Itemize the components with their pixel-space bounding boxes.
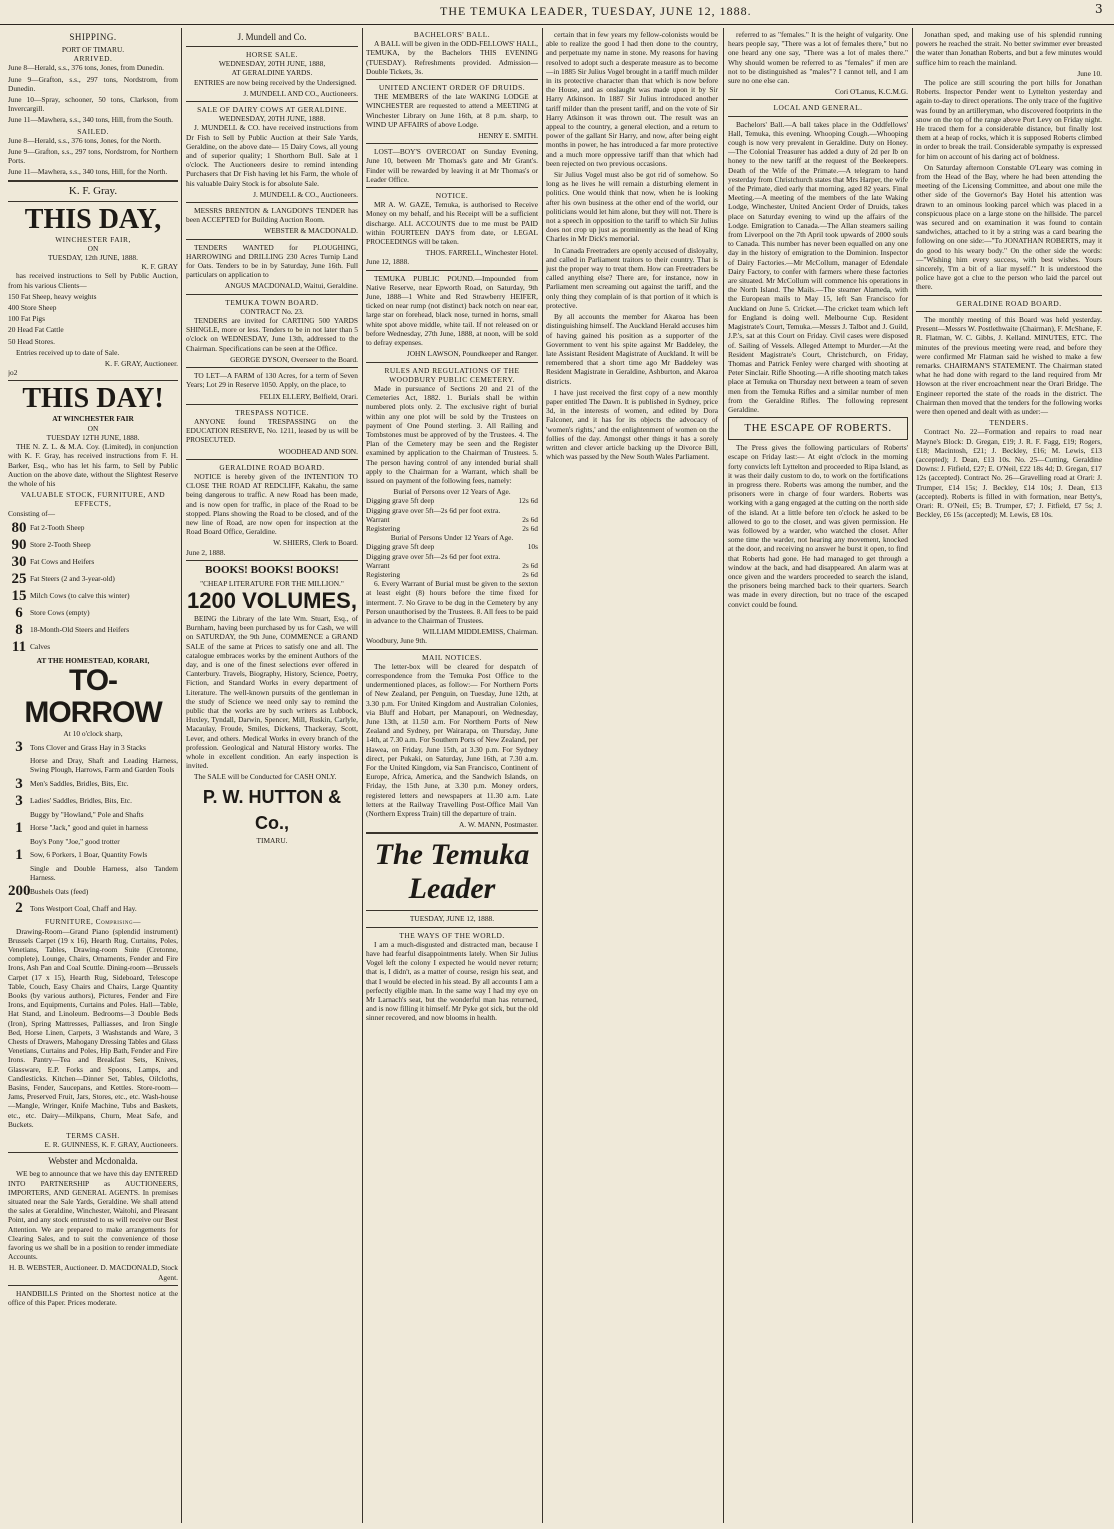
lot: 20 Head Fat Cattle [8,325,64,335]
fee-row [366,561,538,570]
item-desc: Single and Double Harness, also Tandem Harness. [30,863,178,883]
cemetery-more: 6. Every Warrant of Burial must be given to the sexton at least eight (8) hours before the time fixed for interment. 7. No Grave to be dug in the Cemetery by any Person unauthorised by the Trustees. 8. All fees to be paid in advance to the Chairman of Trustees. [366,579,538,625]
stock-item [8,622,178,638]
fee-row [366,542,538,551]
fee-amount: 2s 6d [522,514,538,524]
ball-heading: BACHELORS' BALL. [413,30,491,39]
stock-desc: Fat Cows and Heifers [30,557,95,567]
stock-desc: Milch Cows (to calve this winter) [30,591,130,601]
road-board-text: NOTICE is hereby given of the INTENTION TO CLOSE THE ROAD AT REDCLIFF, Kakahu, the same being dangerous to traffic. A new Road has been made, and is now open for traffic, in place of the Road to be stopped. Plans showing the Road to be closed, and of the new line of Road, are now open for inspection at the Road Board Office, Geraldine. [186,471,358,537]
tenders-notice: TENDERS WANTED for PLOUGHING, HARROWING and DRILLING 230 Acres Turnip Land for Oats. Tenders to be in by Saturday, June 16th. Full particulars on application to [186,242,358,280]
column-rule [542,28,543,1523]
fee-amount: 10s [527,542,538,552]
lot: 150 Fat Sheep, heavy weights [8,291,97,301]
time-note: At 10 o'clock sharp, [63,728,123,738]
stock-desc: Fat 2-Tooth Sheep [30,523,85,533]
local-text: Bachelors' Ball.—A ball takes place in the Oddfellows' Hall, Temuka, this evening. Whooping Cough.—Whooping cough is now very prevalent in Geraldine. Duty on Honey.—The Colonial Treasurer has added a duty of 2d per lb on honey to the new tariff at the request of the Beekeepers. Death of the Wife of the Primate.—A telegram to hand yesterday from Christchurch states that Mrs Harper, the wife of the Primate, died early that morning, aged 82 years. Final Meeting.—A meeting of the members of the late Waking Lodge, Winchester, United Ancient Order of Druids, takes place on Saturday evening to wind up the affairs of the Lodge. Emigration to Canada.—The Allan steamers sailing from Liverpool on the 7th April took upwards of 2000 souls to Canada. This number has never been equalled on any one day in the history of emigration to the Dominion. Inspector of Dairy Factories.—Mr McCollum, manager of Edendale Dairy Factory, to confer with farmers where these factories are situated. Mr McCollum will commence his operations in the North Island. The Mails.—The steamer Alameda, with the European mails to May 15, left San Francisco for Auckland on June 5. Cricket.—The cricket team which left for England is doing well. Melbourne Cup. Resident Magistrate's Court, Temuka.—Messrs J. Talbot and J. Guild, J.P.'s, sat at this Court on Friday. Civil cases were disposed of. Sailing of Vessels. Alleged Attempt to Murder.—At the Resident Magistrate's Court, Christchurch, on Friday, Thomas and Patrick Fenley were charged with shooting at Peter Sinclair. Rifle Shooting.—A rifle shooting match takes place at Temuka on Thursday next between a team of seven men from the Temuka Rifles and a similar number of men from the Geraldine Rifles. The following represent Geraldine. [728,119,908,414]
cheap-literature: "CHEAP LITERATURE FOR THE MILLION." [200,578,344,588]
column-4 [546,30,718,1520]
pound-notice: TEMUKA PUBLIC POUND.—Impounded from Native Reserve, near Epworth Road, on Saturday, 9th June, 1888—1 White and Red Strawberry HEIFER, ticked on near rump (not distinct) back notch on near ear, large star on forehead, black nose, turned in horns, small white spot above middle, white tail. If not released on or before Wednesday, 27th June, 1888, at noon, will be sold to defray expenses. [366,273,538,348]
ways-text: I am a much-disgusted and distracted man, because I have had fearful disappointments lately. When Sir Julius Vogel left the colony I expected he would never return; that is, I didn't, as a matter of course, resign his seat, and that I would be elected in his stead. By all accounts I am a perfectly eligible man. In the same way I had my eye on Mr Larnach's seat, but the wonderful man has returned, and is now filling it himself. Mr Pyke got sick, but the old sinner recovered, and now blooms in health. [366,939,538,1023]
article-paragraph: Sir Julius Vogel must also be got rid of somehow. So long as he lives he will remain a disturbing element in politics. One would think that now, when he is looking after his own business at the other end of the world, our politicians would let him alone, but they will not. There is not a speech in opposition to the tariff to which Sir Julius does not crop up just as prominently as the head of King Charles in Mr Dick's memorial. [546,170,718,244]
article-paragraph: The police are still scouring the port hills for Jonathan Roberts. Inspector Pender went to Lyttelton yesterday and again to-day to direct operations. The only trace of the fugitive was found by an artilleryman, who discovered footprints in the snow on the top of the range above Port Levy on Friday night. He traced them for a considerable distance, but finally lost them at a heap of rocks, which it is supposed Roberts climbed in order to break the trail. Considerable sympathy is expressed for him on account of his daring act of boldness. [916,78,1102,161]
article-paragraph: certain that in few years my fellow-colonists would be able to realize the good I had then done to the country, and perpetuate my name in stone. My reasons for having resolved to adopt such a desperate measure as to become—in 1885 Sir Julius Vogel brought in a tariff much milder in its protective character than that which is now before the House, and as onslaught was made upon it by Sir Harry Atkinson. In 1887 Sir Julius introduced another tariff milder than the present tariff, and on the vote of Sir Harry Atkinson it was thrown out. The result was an appeal to the country, a general election, and a return to power of the gallant Sir Harry, and now, after being eight months in power, he has introduced a far more protective and a much more oppressive tariff than that which had been rejected on two previous occasions. [546,30,718,168]
auctioneer-sig: K. F. GRAY, Auctioneer. [104,359,178,369]
arrival: June 11—Mawhera, s.s., 340 tons, Hill, from the South. [8,115,173,125]
sale-item [8,864,178,882]
masthead [0,0,1114,25]
furniture-heading: FURNITURE, Comprising— [45,917,141,927]
item-desc: Ladies' Saddles, Bridles, Bits, Etc. [30,795,132,805]
winchester-fair: WINCHESTER FAIR, [55,234,131,244]
partnership-heading: Webster and Mcdonalda. [48,1156,138,1167]
escape-text: The Press gives the following particulars of Roberts' escape on Friday last:— At eight o'clock in the morning forty convicts left Lyttelton and proceeded to Ripa Island, as it was their daily custom to do, to work on the fortifications in progress there. Roberts was among the number, and the prisoners were in charge of four warders. Roberts was working with a gang engaged at the cutting on the north side of the island. At a little before ten o'clock he asked to be allowed to go to the closet, and was given permission. He was followed by a warder, who watched the closet. After some time the warder, not hearing any movement, knocked at the door, and receiving no answer he burst it open, to find that Roberts had gone. He had managed to get through a window at the back, and had disappeared. An alarm was at once given and the warders proceeded to search the island, the prisoners being marched back to their quarters. Search was made in every direction, but no trace of the escaped convict could be found. [728,443,908,609]
partnership-sig: H. B. WEBSTER, Auctioneer. D. MACDONALD, Stock Agent. [8,1263,178,1282]
terms: TERMS CASH. [66,1131,120,1141]
local-heading: LOCAL AND GENERAL. [773,103,863,113]
cemetery-text: Made in pursuance of Sections 20 and 21 of the Cemeteries Act, 1882. 1. Burials shall be within numbered plots only. 2. The exclusive right of burial within any one plot will be sold by the Trustees on payment of One Pound sterling. 3. All Railing and Tombstones must be approved of by the Trustees. 4. The Plan of the Cemetery may be seen and the Register examined by application to the Chairman of Trustees. 5. The person having control of any intended burial shall apply to the Chairman for a Warrant, which shall be issued on payment of the following fees, namely: [366,383,538,485]
mundell-sig: J. MUNDELL & CO., Auctioneers. [253,189,358,199]
entries-note: Entries received up to date of Sale. [16,347,120,357]
notice-date: June 2, 1888. [186,547,226,557]
road-board-heading: GERALDINE ROAD BOARD. [956,298,1062,308]
mail-heading: MAIL NOTICES. [421,652,482,662]
column-5 [728,30,908,1520]
kf-gray-heading: K. F. Gray. [68,184,118,197]
horse-sale-place: AT GERALDINE YARDS. [231,68,313,78]
stock-count: 11 [11,638,27,655]
dairy-text: J. MUNDELL & CO. have received instructions from Dr Fish to Sell by Public Auction at their Sale Yards, Geraldine, on the above date— 15 Dairy Cows, all young and of superior quality; 1 Shorthorn Bull. Sale at 1 o'clock. The Auctioneers desire to remind intending Purchasers that Dr Fish having let his Farm, the whole of his valuable Dairy Stock is for absolute Sale. [186,123,358,188]
fee-row [366,570,538,579]
consisting: Consisting of— [8,508,56,518]
item-count: 2 [15,900,23,917]
stock-item [8,554,178,570]
ball-text: A BALL will be given in the ODD-FELLOWS' HALL, TEMUKA, by the Bachelors THIS EVENING (TUESDAY). Refreshments provided. Admission—Double Tickets, 3s. [366,39,538,76]
column-6 [916,30,1102,1520]
burial-heading: Burial of Persons Under 12 Years of Age. [390,533,514,543]
mail-text: The letter-box will be cleared for despatch of correspondence from the Temuka Post Office to the undermentioned places, as follow:— For Northern Ports of New Zealand, per Penguin, on Tuesday, June 12th, at 3.30 p.m. For United Kingdom and Australian Colonies, via Bluff and Hobart, per Manapouri, on Wednesday, June 13th, at 11.50 a.m. For Northern Ports of New Zealand and Sydney, per Wairarapa, on Thursday, June 14th, at 7.30 a.m. For Southern Ports of New Zealand, per Hawea, on Friday, June 15th, at 3.30 p.m. For Sydney direct, per Pukaki, on Saturday, June 16th, at 7.30 a.m. For the United Kingdom, via San Francisco, Continent of Europe, Africa, America, and the Sandwich Islands, on Friday, the 15th June, at 3.30 p.m. Money orders, registered letters and newspapers at 11.30 a.m. Late letters at the Railway Travelling Post-Office Mail Van (Northern Express Train) till the departure of train. [366,661,538,819]
notice-date: June 12, 1888. [366,257,410,267]
fee-item: Digging grave 5ft deep [366,542,435,552]
sale-item [8,756,178,774]
paper-date: TUESDAY, JUNE 12, 1888. [409,914,495,924]
sale-item [8,820,178,836]
stock-item [8,588,178,604]
item-desc: Bushels Oats (feed) [30,886,89,896]
dairy-heading: SALE OF DAIRY COWS AT GERALDINE. [197,105,347,115]
arrival: June 8—Herald, s.s., 376 tons, Jones, from Dunedin. [8,63,165,73]
this-day-heading: THIS DAY, [24,203,162,235]
auctioneer-sig: E. R. GUINNESS, K. F. GRAY, Auctioneers. [44,1140,178,1150]
notice-date: Woodbury, June 9th. [366,636,427,646]
trespass-text: ANYONE found TRESPASSING on the EDUCATION RESERVE, No. 1211, leased by us will be PROSECUTED. [186,416,358,445]
stock-desc: Store 2-Tooth Sheep [30,540,91,550]
lawson-sig: JOHN LAWSON, Poundkeeper and Ranger. [406,349,538,359]
notice-text: MR A. W. GAZE, Temuka, is authorised to Receive Money on my behalf, and his Receipt will be a sufficient discharge. ALL ACCOUNTS due to me must be PAID within FOURTEEN DAYS from date, or LEGAL PROCEEDINGS will be taken. [366,200,538,247]
notice-heading: NOTICE. [435,191,469,201]
stock-item [8,605,178,621]
escape-heading: THE ESCAPE OF ROBERTS. [744,422,892,435]
mundell-heading: J. Mundell and Co. [237,32,307,42]
contract-text: TENDERS are invited for CARTING 500 YARDS SHINGLE, more or less. Tenders to be in not later than 5 o'clock on WEDNESDAY, June 13th, addressed to the Chairman. Specifications can be seen at the Office. [186,316,358,353]
road-board-text: The monthly meeting of this Board was held yesterday. Present—Messrs W. Postlethwaite (Chairman), F. McShane, F. R. Flatman, W. C. Gibbs, J. Kelland. MINUTES, ETC. The minutes of the previous meeting were read, and before they were confirmed Mr Flatman said he wished to make a few remarks. CHAIRMAN'S STATEMENT. The Chairman stated what he had done with regard to the land required from Mr Howson at the river encroachment near the Orari Bridge. The Engineer reported the state of the roads in the district. The Chairman then moved that the tenders for the following works were then opened and dealt with as under:— [916,314,1102,416]
port-heading: PORT OF TIMARU. [61,45,125,54]
fee-row [366,506,538,515]
arrival: June 9—Grafton, s.s., 297 tons, Nordstrom, from Dunedin. [8,74,178,93]
arrival: June 10—Spray, schooner, 50 tons, Clarkson, from Invercargill. [8,95,178,114]
item-count: 3 [15,792,23,809]
tenders-text: Contract No. 22—Formation and repairs to road near Mayne's Block: D. Gregan, £19; J. R. F. Fagg, £19; Rogers, £18; Macintosh, £21; J. Beckley, £16; M. Lewis, £13 (accepted); J. Dean, £13 10s. No. 25—Cutting, Geraldine Downs: J. Fitfield, £27; E. O'Neil, £22 18s 4d; D. Gregan, £17 12s (accepted). Contract No. 26—Gravelling road at Orari: J. Trumper, £14 15s; J. Beckley, £14 10s; J. Dean, £13 (accepted). Roberts is filled in with formation, near Betty's, Orari: R. O'Neil, £5; B. Trumper, £7; J. Fitfield, £7 5s; J. Beckley, £6 15s (accepted); M. Lewis, £8 10s. [916,427,1102,520]
road-board-heading: GERALDINE ROAD BOARD. [219,462,325,472]
stock-item [8,537,178,553]
shipping-heading: SHIPPING. [69,32,117,42]
mundell-sig: J. MUNDELL AND CO., Auctioneers. [243,88,358,98]
paper-nameplate: The Temuka Leader [374,838,530,906]
stock-item [8,639,178,655]
column-1 [8,30,178,1520]
druids-text: THE MEMBERS of the late WAKING LODGE at WINCHESTER are requested to attend a MEETING at Winchester Library on June 16th, at 8 p.m. sharp, to WIND UP AFFAIRS of above Lodge. [366,92,538,129]
lost-notice: LOST—BOY'S OVERCOAT on Sunday Evening, June 10, between Mr Thomas's gate and Mr Grant's. Finder will be rewarded by leaving it at Mr Thomas's or Leader Office. [366,147,538,184]
ellery-sig: FELIX ELLERY, Belfield, Orari. [259,391,358,401]
page-number: 3 [1095,2,1103,16]
fee-item: Digging grave 5ft deep [366,496,435,506]
town-board-heading: TEMUKA TOWN BOARD. [225,297,319,307]
volumes-heading: 1200 VOLUMES, [187,587,357,613]
stock-desc: Calves [30,642,51,652]
sale-date: TUESDAY, 12th JUNE, 1888. [48,253,138,263]
this-day-heading: THIS DAY! [22,383,164,415]
column-3 [366,30,538,1520]
woodhead-sig: WOODHEAD AND SON. [278,446,358,456]
column-rule [723,28,724,1523]
homestead-heading: AT THE HOMESTEAD, KORARI, [36,655,150,665]
fee-amount: 12s 6d [518,496,538,506]
article-paragraph: I have just received the first copy of a new monthly paper entitled The Dawn. It is published in Sydney, price 3d, in the interests of women, and edited by Dora Falconer, and it has for its objects the advocacy of 'women's rights,' and the enlightenment of women on the follies of the day. Amongst other things it has a sorely written and clever article backing up the Divorce Bill, which was passed by the New South Wales Parliament. [546,387,718,462]
column-2 [186,30,358,1520]
sale-item [8,883,178,899]
item-count: 3 [15,775,23,792]
fee-amount: 2s 6d [522,523,538,533]
item-count: 1 [15,819,23,836]
tenders-heading: TENDERS. [989,418,1029,428]
fee-row [366,515,538,524]
burial-heading: Burial of Persons over 12 Years of Age. [393,487,511,497]
ways-heading: THE WAYS OF THE WORLD. [399,930,505,940]
item-desc: Horse and Dray, Shaft and Leading Harness, Swing Plough, Harrows, Farm and Garden Tools [30,756,178,775]
stock-count: 6 [15,604,23,621]
stock-count: 8 [15,621,23,638]
horse-sale-date: WEDNESDAY, 20TH JUNE, 1888, [218,59,326,69]
fee-amount: 2s 6d [522,560,538,570]
item-desc: Sow, 6 Porkers, 1 Boar, Quantity Fowls [30,850,148,860]
stock-item [8,571,178,587]
article-paragraph: By all accounts the member for Akaroa has been distinguishing himself. The Auckland Herald accuses him of having gained his position as a supporter of the Government to vent his spite against Mr Baddeley, the late Assistant Resident Magistrate of Auckland. It will be remembered that a short time ago Mr Baddeley was Resident Magistrate in Geraldine, Ashburton, and Akaroa districts. [546,312,718,386]
item-count: 200 [8,883,31,900]
lot: 50 Head Stores. [8,336,56,346]
hutton-town: TIMARU. [256,835,288,845]
arrived-heading: ARRIVED. [73,54,113,64]
books-heading: BOOKS! BOOKS! BOOKS! [205,563,339,576]
stock-count: 90 [11,536,27,553]
dyson-sig: GEORGE DYSON, Overseer to the Board. [230,354,358,364]
fee-item: Warrant [366,560,390,570]
fee-item: Digging grave over 5ft—2s 6d per foot extra. [366,551,501,561]
item-count: 3 [15,739,23,756]
sale-item [8,900,178,916]
dairy-date: WEDNESDAY, 20TH JUNE, 1888. [218,114,326,124]
on-label: ON [87,243,99,253]
sale-item [8,847,178,863]
sale-item [8,810,178,819]
cash-note: The SALE will be Conducted for CASH ONLY. [194,772,337,782]
sailing: June 8—Herald, s.s., 376 tons, Jones, for the North. [8,135,161,145]
lot: 400 Store Sheep [8,303,57,313]
dateline: June 10. [1077,68,1102,78]
fee-row [366,552,538,561]
stock-desc: Fat Steers (2 and 3-year-old) [30,574,115,584]
fee-amount: 2s 6d [522,569,538,579]
lot: 100 Fat Pigs [8,314,45,324]
column-rule [912,28,913,1523]
fee-row [366,524,538,533]
stock-count: 15 [11,587,27,604]
item-desc: Tons Clover and Grass Hay in 3 Stacks [30,742,146,752]
stock-item [8,520,178,536]
middlemiss-sig: WILLIAM MIDDLEMISS, Chairman. [422,627,538,637]
masthead-title: THE TEMUKA LEADER, TUESDAY, JUNE 12, 1888. [440,4,752,18]
fee-row [366,496,538,505]
stock-count: 30 [11,553,27,570]
auctioneer-sig: K. F. GRAY [141,262,178,272]
trespass-heading: TRESPASS NOTICE. [235,407,309,417]
volumes-text: BEING the Library of the late Wm. Stuart, Esq., of Burnham, having been purchased by us for Cash, we will on SATURDAY, the 9th June, COMMENCE a GRAND SALE of the same at Prices to satisfy one and all. The catalogue embraces works by the eminent Authors of the day, and is one of the finest selections ever offered in Canterbury. Travels, Biography, History, Science, Poetry, Fiction, and Standard Works in every department of Literature. The well-known pursuits of the gentleman in the study of Science we need only say to remind the public that the works are by such writers as Lubbock, Huxley, Tyndall, Darwin, Spencer, Mill, Ruskin, Carlyle, Macaulay, Froude, Smiles, Dickens, Thackeray, Scott, Lever, and others. Medical Works in every branch of the profession. Geological and Natural History works. The whole in excellent condition. An early inspection is invited. [186,613,358,771]
escape-box [728,417,908,440]
item-desc: Tons Westport Coal, Chaff and Hay. [30,903,137,913]
fee-item: Digging grave over 5ft—2s 6d per foot extra. [366,505,501,515]
article-paragraph: referred to as "females." It is the height of vulgarity. One hears people say, "There was a lot of females there," but no one heard any one say, "There was a lot of males there." Why should women be referred to as "females" if men are not to be distinguished as "males"? I cannot tell, and I am sure no one else can. [728,30,908,86]
article-paragraph: On Saturday afternoon Constable O'Leary was coming in from the Head of the Bay, where he had been attending the meeting of the Licensing Committee, and about one mile the other side of the Governor's Bay Hotel his attention was drawn to an ominous looking parcel which was placed in a conspicuous place on a large stone on the hillside. The parcel was secured and on examination it was found to contain sandwiches, attached to it by a string was a card bearing the following on one side:—"To JONATHAN ROBERTS, may it do good to his weary body." On the other side the words:—"Wishing him every success, with best wishes. Yours sincerely, 'I'm a bit of a liar myself.'" It is understood the police have got a clue to the person who laid the parcel out there. [916,162,1102,292]
sailed-heading: SAILED. [77,126,109,136]
item-desc: Buggy by "Howland," Pole and Shafts [30,809,144,819]
cemetery-heading: RULES AND REGULATIONS OF THE WOODBURY PUBLIC CEMETERY. [384,365,520,384]
sale-date: TUESDAY 12TH JUNE, 1888. [46,432,140,442]
sale-intro: THE N. Z. L. & M.A. Coy. (Limited), in conjunction with K. F. Gray, has received instructions from F. H. Barker, Esq., who has let his farm, to Sell by Public Auction on the above date, without the Slightest Reserve the whole of his [8,442,178,488]
to-let-notice: TO LET—A FARM of 130 Acres, for a term of Seven Years; Lot 29 in Reserve 1050. Apply, on the place, to [186,371,358,390]
druids-heading: UNITED ANCIENT ORDER OF DRUIDS. [378,83,526,93]
stock-count: 25 [11,570,27,587]
sale-intro: has received instructions to Sell by Public Auction, from his various Clients— [8,271,178,290]
macdonald-sig: ANGUS MACDONALD, Waitui, Geraldine. [224,281,358,291]
item-desc: Boy's Pony "Joe," good trotter [30,836,120,846]
contract-heading: CONTRACT No. 23. [240,306,304,316]
item-desc: Men's Saddles, Bridles, Bits, Etc. [30,778,129,788]
sale-item [8,776,178,792]
column-rule [362,28,363,1523]
druids-sig: HENRY E. SMITH. [478,131,538,141]
mann-sig: A. W. MANN, Postmaster. [458,820,538,830]
furniture-list: Drawing-Room—Grand Piano (splendid instrument) Brussels Carpet (19 x 16), Hearth Rug, Curtains, Poles, Venetians, Tables, Drawing-room Suite (Cretonne, complete), Lounge, Chairs, Ornaments, Fender and Fire Irons, Ash Pan and Coal Scuttle. Dining-room—Brussels Carpet (17 x 15), Hearth Rug, Sideboard, Telescope Table, Couch, Easy Chairs and Chairs, Large Quantity Books (by various authors), Pictures, Fender and Fire Irons, and Equipments, Curtains and Poles. Hall—Table, Hat Stand, and Linoleum. Bedrooms—3 Double Beds (Iron), Spring Mattresses, Palliasses, and Iron Single Bed, Horse Linen, Carpets, 3 Washstands and Ware, 3 Chests of Drawers, Mahogany Dressing Tables and Glass Venetians, Curtains and Poles, Hip Bath, Fender and Fire Irons. Pantry—Tea and Breakfast Sets, Knives, Glassware, E.P. Forks and Spoons, Lamps, and Candlesticks. Kitchen—Dinner Set, Tables, Oilcloths, Basins, Fender, Saucepans, and Kettles. Store-room—Jams, Preserved Fruit, Jars, Stores, etc., etc. Wash-house—Mangle, Wringer, Knife Machine, Tubs and Baskets, etc., etc. Dairy—Milkpans, Churn, Meat Safe, and Buckets. [8,926,178,1129]
on-label: ON [87,423,99,433]
horse-sale-text: ENTRIES are now being received by the Undersigned. [194,77,357,87]
tomorrow-heading: TO-MORROW [24,663,162,729]
fee-item: Warrant [366,514,390,524]
item-desc: Horse "Jack," good and quiet in harness [30,823,148,833]
farrell-sig: THOS. FARRELL, Winchester Hotel. [425,248,538,258]
partnership-text: WE beg to announce that we have this day ENTERED INTO PARTNERSHIP as AUCTIONEERS, IMPORTERS, AND GENERAL AGENTS. In premises situated near the Sale Yards, Geraldine. We shall attend the sales at Geraldine, Winchester, Waitohi, and Pleasant Point, and any stock entrusted to us will receive our Best Attention. We are prepared to make arrangements for Clearing Sales, and to suit the convenience of those favoring us we shall be in a position to render immediate Accounts. [8,1169,178,1262]
article-paragraph: In Canada Freetraders are openly accused of disloyalty, and called in Parliament traitors to their country. That is just the proper way to treat them. How can Freetraders be called anything else? There are, for instance, now in Parliament men screaming out against the tariff, and the only thing they complain of is that portion of it which is protective. [546,245,718,310]
webster-sig: WEBSTER & MACDONALD. [264,226,358,236]
handbills-notice: HANDBILLS Printed on the Shortest notice at the office of this Paper. Prices moderate. [8,1288,178,1308]
sailing: June 9—Grafton, s.s., 297 tons, Nordstrom, for Northern Ports. [8,147,178,166]
stock-count: 80 [11,519,27,536]
ad-code: jo2 [8,368,18,378]
shiers-sig: W. SHIERS, Clerk to Board. [273,538,358,548]
hutton-heading: P. W. HUTTON & Co., [202,786,342,833]
horse-sale-heading: HORSE SALE. [246,50,298,59]
sailing: June 11—Mawhera, s.s., 340 tons, Hill, for the North. [8,167,168,177]
brenton-notice: MESSRS BRENTON & LANGDON'S TENDER has been ACCEPTED for Building Auction Room. [186,206,358,225]
fee-item: Registering [366,569,401,579]
column-rule [181,28,182,1523]
author-sig: Cori O'Lanus, K.C.M.G. [835,87,908,97]
sale-item [8,793,178,809]
fee-item: Registering [366,523,401,533]
sale-item [8,837,178,846]
winchester-fair: AT WINCHESTER FAIR [52,414,134,424]
item-count: 1 [15,846,23,863]
stock-desc: 18-Month-Old Steers and Heifers [30,625,130,635]
stock-desc: Store Cows (empty) [30,608,90,618]
article-paragraph: Jonathan sped, and making use of his splendid running powers he reached the strait. No better swimmer ever breasted the water than Jonathan Roberts, and but a few minutes would suffice him to reach the mainland. [916,30,1102,67]
sale-item [8,739,178,755]
stock-heading: VALUABLE STOCK, FURNITURE, AND EFFECTS, [20,490,166,509]
